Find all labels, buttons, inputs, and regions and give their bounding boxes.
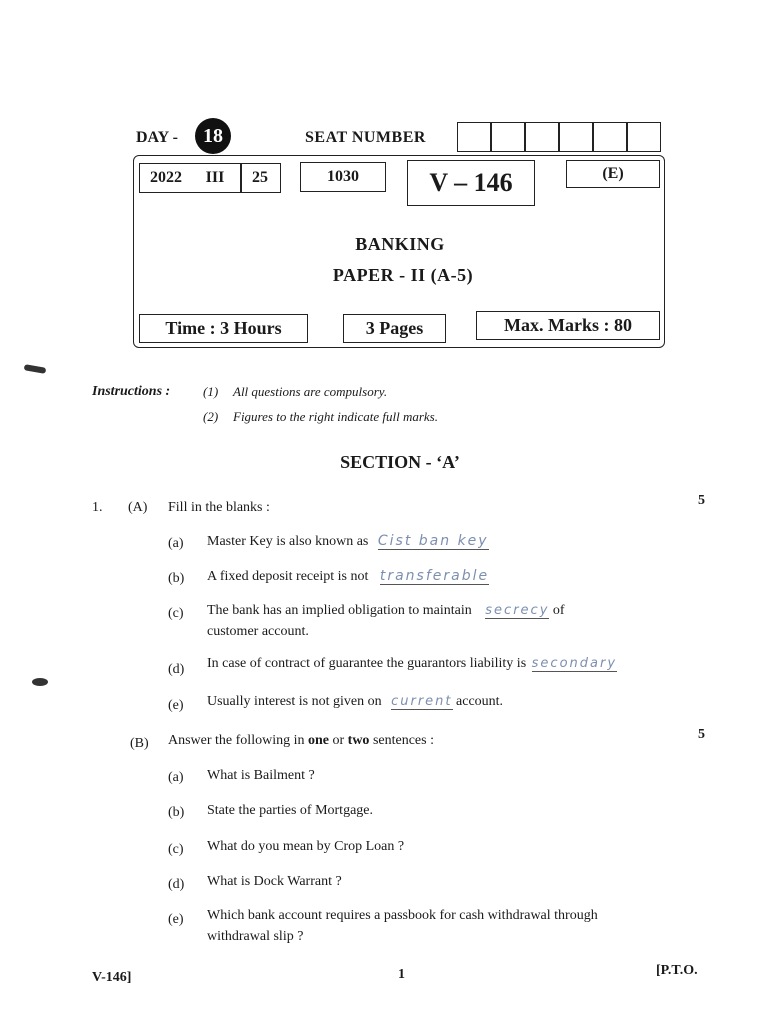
instruction-text: All questions are compulsory. <box>233 384 388 399</box>
fill-item-text <box>207 568 489 585</box>
item-label: (d) <box>168 877 185 892</box>
item-label: (c) <box>168 606 184 621</box>
seat-number-box[interactable] <box>457 122 491 152</box>
instruction-number: (2) <box>203 409 219 424</box>
fill-item-question: A fixed deposit receipt is not <box>207 569 369 584</box>
handwritten-answer: Cist ban key <box>377 533 489 549</box>
short-question: What is Dock Warrant ? <box>207 874 342 889</box>
handwritten-answer: secrecy <box>485 603 550 618</box>
seat-number-label: SEAT NUMBER <box>305 129 426 146</box>
day-number-badge <box>195 118 231 154</box>
handwritten-answer: transferable <box>379 568 490 584</box>
page-count: 3 Pages <box>365 318 424 338</box>
part-b-emphasis: one <box>307 733 329 748</box>
item-label: (e) <box>168 698 184 713</box>
fill-item-question: Usually interest is not given on <box>207 694 382 709</box>
seat-number-box[interactable] <box>559 122 593 152</box>
part-a-label: (A) <box>128 500 148 515</box>
footer-paper-code: V-146] <box>92 970 132 985</box>
seat-number-box[interactable] <box>491 122 525 152</box>
part-b-text: or <box>332 733 345 748</box>
short-question: What is Bailment ? <box>207 768 315 783</box>
part-a-marks: 5 <box>698 493 705 508</box>
item-label: (e) <box>168 912 184 927</box>
seat-number-box[interactable] <box>627 122 661 152</box>
max-marks: Max. Marks : 80 <box>504 315 632 335</box>
day-number: 18 <box>203 124 223 147</box>
day-label: DAY - <box>136 129 178 146</box>
fill-item-suffix: account. <box>456 694 504 709</box>
short-question-continuation: withdrawal slip ? <box>207 929 304 944</box>
time-code: 1030 <box>327 168 359 185</box>
short-question: What do you mean by Crop Loan ? <box>207 839 405 854</box>
instructions-label: Instructions : <box>92 384 171 399</box>
part-b-label: (B) <box>130 736 149 751</box>
section-title: SECTION - ‘A’ <box>340 452 460 472</box>
fill-item-question: In case of contract of guarantee the guarantors liability is <box>207 656 527 671</box>
fill-item-text <box>207 694 503 710</box>
item-label: (b) <box>168 805 185 820</box>
item-label: (a) <box>168 770 184 785</box>
seat-number-box[interactable] <box>525 122 559 152</box>
subject-title: BANKING <box>355 234 445 254</box>
short-question: Which bank account requires a passbook for cash withdrawal through <box>207 908 598 923</box>
medium: (E) <box>602 165 624 182</box>
short-question: State the parties of Mortgage. <box>207 803 374 818</box>
pto-label: [P.T.O. <box>656 963 698 978</box>
fill-item-text <box>207 656 617 672</box>
part-b-text: Answer the following in <box>168 733 305 748</box>
seat-number-box[interactable] <box>593 122 627 152</box>
part-b-instruction <box>168 733 434 749</box>
fill-item-continuation: customer account. <box>207 624 309 639</box>
part-b-marks: 5 <box>698 727 705 742</box>
year: 2022 <box>150 169 182 186</box>
scan-mark <box>32 678 48 686</box>
paper-title: PAPER - II (A-5) <box>332 265 474 285</box>
date-divider <box>240 163 242 193</box>
fill-item-suffix: of <box>552 603 565 618</box>
fill-item-question: Master Key is also known as <box>207 534 369 549</box>
part-b-emphasis: two <box>347 733 370 748</box>
time-duration: Time : 3 Hours <box>165 318 282 338</box>
date: 25 <box>252 169 268 186</box>
item-label: (a) <box>168 536 184 551</box>
handwritten-answer: secondary <box>531 656 618 671</box>
paper-code: V – 146 <box>429 168 513 197</box>
instruction-text: Figures to the right indicate full marks. <box>233 409 438 424</box>
page-number: 1 <box>398 967 405 982</box>
scan-mark <box>24 364 47 374</box>
item-label: (d) <box>168 662 185 677</box>
fill-item-text <box>207 603 565 619</box>
part-a-instruction: Fill in the blanks : <box>168 500 270 515</box>
item-label: (c) <box>168 842 184 857</box>
instruction-number: (1) <box>203 384 219 399</box>
question-number: 1. <box>92 500 103 515</box>
fill-item-question: The bank has an implied obligation to maintain <box>207 603 472 618</box>
month: III <box>205 169 225 186</box>
handwritten-answer: current <box>391 694 453 709</box>
item-label: (b) <box>168 571 185 586</box>
part-b-text: sentences : <box>372 733 434 748</box>
fill-item-text <box>207 533 489 550</box>
